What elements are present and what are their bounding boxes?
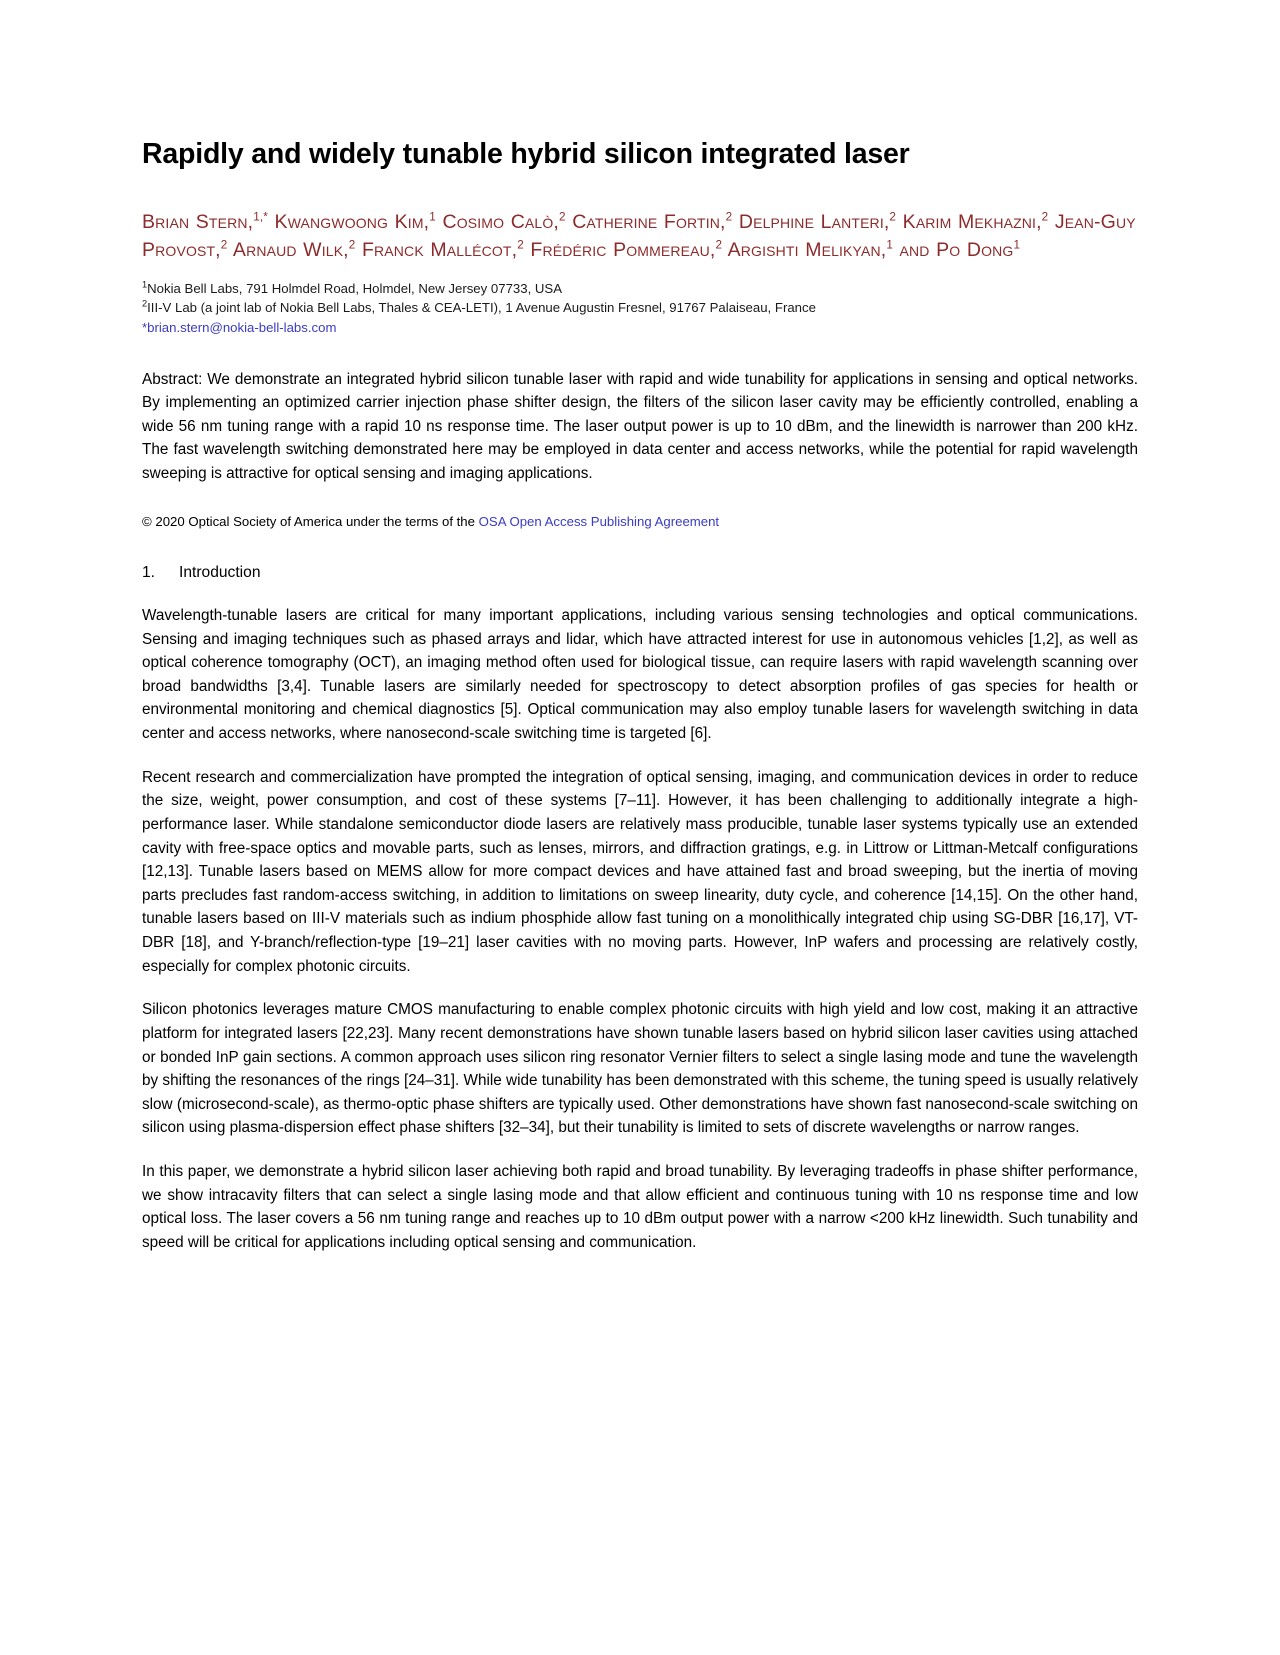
author-affiliation-marker: 2 <box>220 238 228 252</box>
body-paragraph: Recent research and commercialization have prompted the integration of optical sensing, imaging, and communication devices in order to reduce the size, weight, power consumption, and cost of these systems [7–11]. However, it has been challenging to additionally integrate a high-performance laser. While standalone semiconductor diode lasers are relatively mass producible, tunable laser systems typically use an extended cavity with free-space optics and movable parts, such as lenses, mirrors, and diffraction gratings, e.g. in Littrow or Littman-Metcalf configurations [12,13]. Tunable lasers based on MEMS allow for more compact devices and have attained fast and broad sweeping, but the inertia of moving parts precludes fast random-access switching, in addition to limitations on sweep linearity, duty cycle, and coherence [14,15]. On the other hand, tunable lasers based on III-V materials such as indium phosphide allow fast tuning on a monolithically integrated chip using SG-DBR [16,17], VT-DBR [18], and Y-branch/reflection-type [19–21] laser cavities with no moving parts. However, InP wafers and processing are relatively costly, especially for complex photonic circuits. <box>142 768 1138 975</box>
affiliation-marker: 1 <box>142 279 148 290</box>
abstract-label: Abstract: <box>142 370 203 388</box>
section-title: Introduction <box>179 564 261 582</box>
author-affiliation-marker: 1 <box>886 238 893 252</box>
section-heading-introduction <box>142 562 1138 584</box>
author-affiliation-marker: 2 <box>517 238 524 252</box>
author-name: Frédéric Pommereau, <box>530 239 716 262</box>
body-paragraph: In this paper, we demonstrate a hybrid silicon laser achieving both rapid and broad tunability. By leveraging tradeoffs in phase shifter performance, we show intracavity filters that can select a single lasing mode and that allow efficient and continuous tuning with 10 ns response time and low optical loss. The laser covers a 56 nm tuning range and reaches up to 10 dBm output power with a narrow <200 kHz linewidth. Such tunability and speed will be critical for applications including optical sensing and communication. <box>142 1163 1138 1251</box>
affiliation-marker: 2 <box>142 299 148 310</box>
body-paragraph: Silicon photonics leverages mature CMOS manufacturing to enable complex photonic circuits with high yield and low cost, making it an attractive platform for integrated lasers [22,23]. Many recent demonstrations have shown tunable lasers based on hybrid silicon laser cavities using attached or bonded InP gain sections. A common approach uses silicon ring resonator Vernier filters to select a single lasing mode and tune the wavelength by shifting the resonances of the rings [24–31]. While wide tunability has been demonstrated with this scheme, the tuning speed is usually relatively slow (microsecond-scale), as thermo-optic phase shifters are typically used. Other demonstrations have shown fast nanosecond-scale switching on silicon using plasma-dispersion effect phase shifters [32–34], but their tunability is limited to sets of discrete wavelengths or narrow ranges. <box>142 1001 1138 1137</box>
author-name: Jean-Guy Provost, <box>142 210 1136 262</box>
author-affiliation-marker: 2 <box>1041 210 1049 224</box>
author-name: Kwangwoong Kim, <box>274 210 430 233</box>
author-affiliation-marker: 1,* <box>253 210 268 224</box>
author-affiliation-marker: 1 <box>429 210 436 224</box>
author-affiliation-marker: 2 <box>725 210 733 224</box>
author-name: Delphine Lanteri, <box>738 210 890 233</box>
author-name: Argishti Melikyan, <box>727 239 887 262</box>
author-name: Cosimo Calò, <box>442 210 559 233</box>
affiliation-text: III-V Lab (a joint lab of Nokia Bell Labs, Thales & CEA-LETI), 1 Avenue Augustin Fresnel, 91767 Palaiseau, France <box>147 300 816 316</box>
author-affiliation-marker: 2 <box>558 210 566 224</box>
body-paragraph: Wavelength-tunable lasers are critical for many important applications, including various sensing technologies and optical communications. Sensing and imaging techniques such as phased arrays and lidar, which have attracted interest for use in autonomous vehicles [1,2], as well as optical coherence tomography (OCT), an imaging method often used for biological tissue, can require lasers with rapid wavelength scanning over broad bandwidths [3,4]. Tunable lasers are similarly needed for spectroscopy to detect absorption profiles of gas species for health or environmental monitoring and chemical diagnostics [5]. Optical communication may also employ tunable lasers for wavelength switching in data center and access networks, where nanosecond-scale switching time is targeted [6]. <box>142 606 1138 743</box>
page-title: Rapidly and widely tunable hybrid silicon integrated laser <box>142 138 910 170</box>
affiliation-2 <box>142 298 1138 318</box>
author-name: Arnaud Wilk, <box>232 239 349 262</box>
section-number: 1. <box>142 564 156 582</box>
author-affiliation-marker: 2 <box>889 210 897 224</box>
affiliation-1 <box>142 279 1138 299</box>
author-name: Catherine Fortin, <box>572 210 726 233</box>
affiliation-text: Nokia Bell Labs, 791 Holmdel Road, Holmdel, New Jersey 07733, USA <box>147 280 563 296</box>
abstract <box>142 368 1138 486</box>
author-name: Karim Mekhazni, <box>902 210 1042 233</box>
author-list <box>142 208 1138 265</box>
author-affiliation-marker: 2 <box>715 238 723 252</box>
corresponding-email-line <box>142 318 1138 338</box>
author-name: Franck Mallécot, <box>361 239 518 262</box>
author-affiliation-marker: 1 <box>1013 238 1021 252</box>
author-name: Brian Stern, <box>142 210 254 233</box>
copyright-text: © 2020 Optical Society of America under the terms of the <box>142 514 479 530</box>
author-name: Po Dong <box>936 239 1014 262</box>
author-affiliation-marker: 2 <box>348 238 356 252</box>
corresponding-email-link[interactable]: *brian.stern@nokia-bell-labs.com <box>142 320 337 335</box>
abstract-text: We demonstrate an integrated hybrid silicon tunable laser with rapid and wide tunability for applications in sensing and optical networks. By implementing an optimized carrier injection phase shifter design, the filters of the silicon laser cavity may be efficiently controlled, enabling a wide 56 nm tuning range with a rapid 10 ns response time. The laser output power is up to 10 dBm, and the linewidth is narrower than 200 kHz. The fast wavelength switching demonstrated here may be employed in data center and access networks, while the potential for rapid wavelength sweeping is attractive for optical sensing and imaging applications. <box>142 370 1138 482</box>
osa-license-link[interactable]: OSA Open Access Publishing Agreement <box>478 514 720 530</box>
copyright-line <box>142 512 1138 532</box>
author-list-conjunction: and <box>899 239 930 262</box>
